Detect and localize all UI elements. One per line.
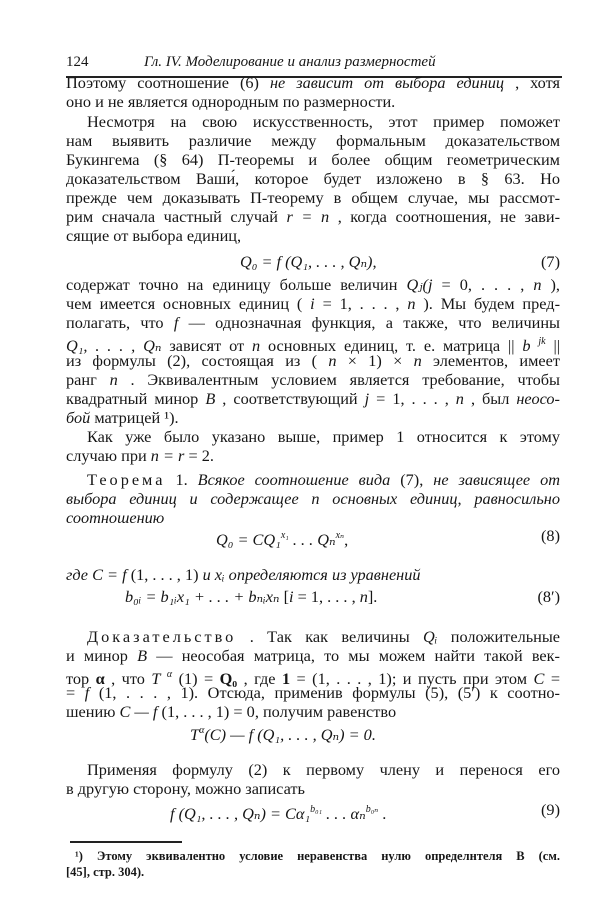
text-span: тор [66,669,96,688]
text-line [66,313,560,333]
equation-number: (8′) [537,587,560,606]
text-span: основных единиц, т. е. матрица || [267,336,515,355]
text-span: нам выявить различие между формальным доказательством [66,131,560,150]
text-span: ]. [367,587,378,606]
text-span: B [205,389,216,408]
text-span: (C) — f (Q₁, . . . , Qₙ) = 0. [204,725,376,744]
text-span: и минор [66,646,138,665]
superscript: b₀₁ [310,804,323,815]
text-line [66,226,560,246]
text-span: ). Мы будем пред- [423,294,560,313]
text-span: Q₁, . . . , Qₙ [66,336,162,355]
text-span: Теорема [87,470,166,489]
text-line [66,665,560,688]
text-line [66,332,561,355]
text-span: n [455,389,464,408]
text-line [66,92,560,112]
text-span: . . . αₙ [322,804,366,823]
text-span: содержат точно на единицу больше величин [66,275,407,294]
text-span: i [310,294,315,313]
text-line [66,351,560,371]
text-span: доказательством Ваши́, которое будет изложено в § 63. Но [66,169,560,188]
text-span: = 0, . . . , [441,275,534,294]
text-span: = 1, . . . , [322,294,408,313]
text-span: (1) = [178,669,220,688]
text-span: α [95,669,105,688]
text-line [66,294,560,314]
text-span: — неособая матрица, то мы можем найти такой век- [156,646,560,665]
text-span: , соответствующий [222,389,365,408]
text-line [87,627,560,647]
text-span: , [344,530,349,549]
text-span: положительные [450,627,560,646]
text-span: n [328,351,337,370]
text-line [66,508,560,528]
text-line [66,150,560,170]
text-span: квадратный минор [66,389,206,408]
footnote-line: ¹) Этому эквивалентно условие неравенства нулю определнтеля B (см. [75,849,560,863]
superscript: xₙ [335,530,345,541]
equation-number: (8) [541,526,560,545]
equation-number: (7) [541,252,560,271]
text-line [66,779,560,799]
text-span: 1 [281,669,291,688]
text-span: чем имеется основных единиц ( [66,294,303,313]
text-span: . Эквивалентным условием является требование, чтобы [130,370,560,389]
text-span: Несмотря на свою искусственность, этот пример поможет [87,112,560,131]
text-span: , был [470,389,517,408]
text-span: || [553,336,561,355]
text-line [66,169,560,189]
text-span: [ [279,587,290,606]
text-span: шению [66,702,120,721]
text-span: b₀ᵢ = b₁ᵢx₁ + . . . + bₙᵢxₙ [125,587,280,606]
text-span: Q₀ = CQ₁ [216,530,281,549]
text-line [66,389,560,409]
text-span: j [364,389,370,408]
text-span: B [137,646,148,665]
display-equation [66,800,560,823]
text-span: . . . Qₙ [288,530,336,549]
text-span: бой [66,408,91,427]
display-equation [66,721,560,744]
text-span: n [251,336,261,355]
text-line [66,702,560,722]
text-span: . [378,804,387,823]
text-span: = [550,669,560,688]
text-span: T [190,725,200,744]
text-line [66,446,560,466]
text-span: случаю при [66,446,151,465]
text-span: i [289,587,294,606]
text-span: зависят от [169,336,252,355]
text-span: n [109,370,118,389]
equation-number: (9) [541,800,560,819]
page-number: 124 [66,54,89,70]
text-span: неосо- [516,389,560,408]
text-line [87,427,560,447]
text-span: (1, . . . , 1) [130,565,203,584]
superscript: x₁ [280,530,289,541]
text-span: оно и не является однородным по размерности. [66,92,396,111]
text-span: Поэтому соотношение (6) [66,73,270,92]
text-line [66,683,560,703]
text-span: (7), [400,470,434,489]
text-span: прежде чем доказывать П-теорему в общем случае, мы рассмот- [66,188,560,207]
text-span: Букингема (§ 64) П-теоремы и более общим геометрическим [66,150,560,169]
text-span: соотношению [66,508,165,527]
text-line [66,408,560,428]
text-span: = 1, . . . , [293,587,360,606]
text-line [87,112,560,132]
text-span: ), [550,275,560,294]
text-span: n [413,351,422,370]
superscript: b₀ₙ [365,804,379,815]
text-span: f (Q₁, . . . , Qₙ) = Cα₁ [170,804,311,823]
text-span: Как уже было указано выше, пример 1 относится к этому [87,427,560,446]
text-span: n [407,294,416,313]
text-span: = [66,683,85,702]
text-span: , когда соотношения, не зави- [337,207,561,226]
text-span: , хотя [515,73,560,92]
text-span: = (1, . . . , 1); и пусть при этом [296,669,534,688]
text-line [66,646,560,666]
text-span: из формулы (2), состоящая из ( [66,351,318,370]
text-span: Qⱼ(j [406,275,433,294]
display-equation [66,526,560,549]
text-span: C = f [92,565,127,584]
text-span: Доказательство [87,627,237,646]
display-equation [66,252,560,272]
text-line [66,370,560,390]
text-line [66,73,560,93]
text-span: (1, . . . , 1) = 0, получим равенство [161,702,397,721]
text-span: . Так как величины [249,627,424,646]
text-line [87,470,560,490]
text-span: f [84,683,90,702]
text-line [66,275,560,295]
display-equation [66,587,560,607]
text-span: не зависящее от [433,470,561,489]
superscript: jk [538,336,546,347]
text-line [66,188,560,208]
text-span: b [522,336,531,355]
text-span: в другую сторону, можно записать [66,779,305,798]
text-span: выбора единиц и содержащее n основных единиц, равносильно [66,489,560,508]
footnote-rule [70,841,182,843]
text-span: где [66,565,93,584]
text-span: Всякое соотношение вида [197,470,391,489]
text-span: — однозначная функция, а также, что величины [188,313,560,332]
text-span: T [151,669,161,688]
text-span: 1. [175,470,198,489]
text-span: n [359,587,368,606]
text-span: , что [111,669,152,688]
text-line [66,207,560,227]
text-line [66,131,560,151]
text-span: сящие от выбора единиц, [66,226,242,245]
superscript: α [199,725,205,736]
text-line [87,760,560,780]
text-line [66,489,560,509]
text-span: , где [243,669,282,688]
text-span: C [533,669,545,688]
text-span: не зависит от выбора единиц [269,73,505,92]
text-line [66,565,560,585]
text-span: = 2. [188,446,214,465]
text-span: = 1, . . . , [376,389,456,408]
text-span: полагать, что [66,313,174,332]
text-span: ранг [66,370,110,389]
text-span: и xᵢ определяются из уравнений [202,565,421,584]
text-span: (1, . . . , 1). Отсюда, применив формулы (5), (5′) к соотно- [98,683,560,702]
chapter-title: Гл. IV. Моделирование и анализ размерностей [144,54,436,70]
text-span: f [173,313,179,332]
text-span: C — f [119,702,158,721]
text-span: Q₀ [219,669,238,688]
text-span: n [533,275,542,294]
footnote-line: [45], стр. 304). [66,865,145,879]
running-header [66,54,560,74]
text-span: рим сначала частный случай [66,207,287,226]
text-span: Применяя формулу (2) к первому члену и перенося его [87,760,560,779]
text-span: элементов, имеет [433,351,560,370]
text-span: Q₀ = f (Q₁, . . . , Qₙ), [240,252,377,271]
text-span: матрицей ¹). [94,408,179,427]
superscript: α [166,669,173,680]
text-span: n = r [150,446,185,465]
text-span: × 1) × [347,351,414,370]
text-span: Qᵢ [423,627,438,646]
text-span: r = n [286,207,330,226]
